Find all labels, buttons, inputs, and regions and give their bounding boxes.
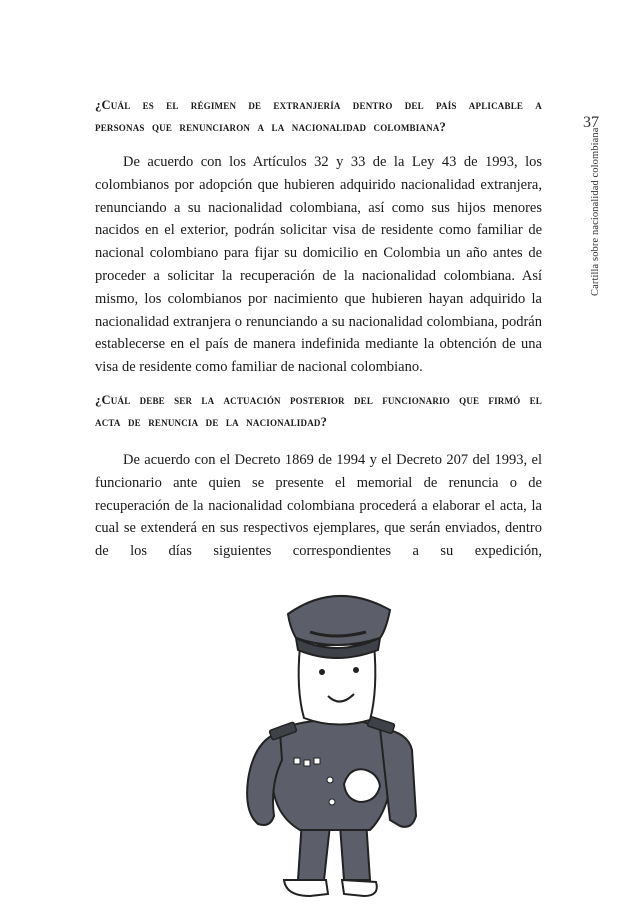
officer-hand <box>344 769 380 802</box>
officer-cap <box>288 596 390 645</box>
officer-shoes <box>284 880 377 896</box>
section-question-1: ¿Cuál es el régimen de extranjería dentro del país aplicable a personas que renunciaron a la nacionalidad colombiana? <box>95 98 542 134</box>
police-officer-cartoon-icon <box>240 580 440 900</box>
section-question-2: ¿Cuál debe ser la actuación posterior del funcionario que firmó el acta de renuncia de la nacionalidad? <box>95 393 542 429</box>
section-paragraph-1: De acuerdo con los Artículos 32 y 33 de la Ley 43 de 1993, los colombianos por adopción que hubieren adquirido nacionalidad extranjera, renunciando a su nacionalidad colombiana, así como sus hijos menores nacidos en el exterior, podrán solicitar visa de residente como familiar de nacional colombiano para fijar su domicilio en Colombia un año antes de proceder a solicitar la recuperación de la nacionalidad colombiana. Así mismo, los colombianos por nacimiento que hubieren hayan adquirido la nacionalidad extranjera o renunciando a su nacionalidad colombiana, podrán establecerse en el país de manera indefinida mediante la obtención de una visa de residente como familiar de nacional colombiano. <box>95 154 542 376</box>
officer-right-arm <box>380 728 416 827</box>
running-head: Cartilla sobre nacionalidad colombiana <box>590 127 601 296</box>
section-paragraph-2: De acuerdo con el Decreto 1869 de 1994 y el Decreto 207 del 1993, el funcionario ante quien se presente el memorial de renuncia o de recuperación de la nacionalidad colombiana procederá a elaborar el acta, la cual se extenderá en sus respectivos ejemplares, que serán enviados, dentro de los días siguientes correspondientes a su expedición, <box>95 452 542 560</box>
page-number: 37 <box>583 114 599 131</box>
